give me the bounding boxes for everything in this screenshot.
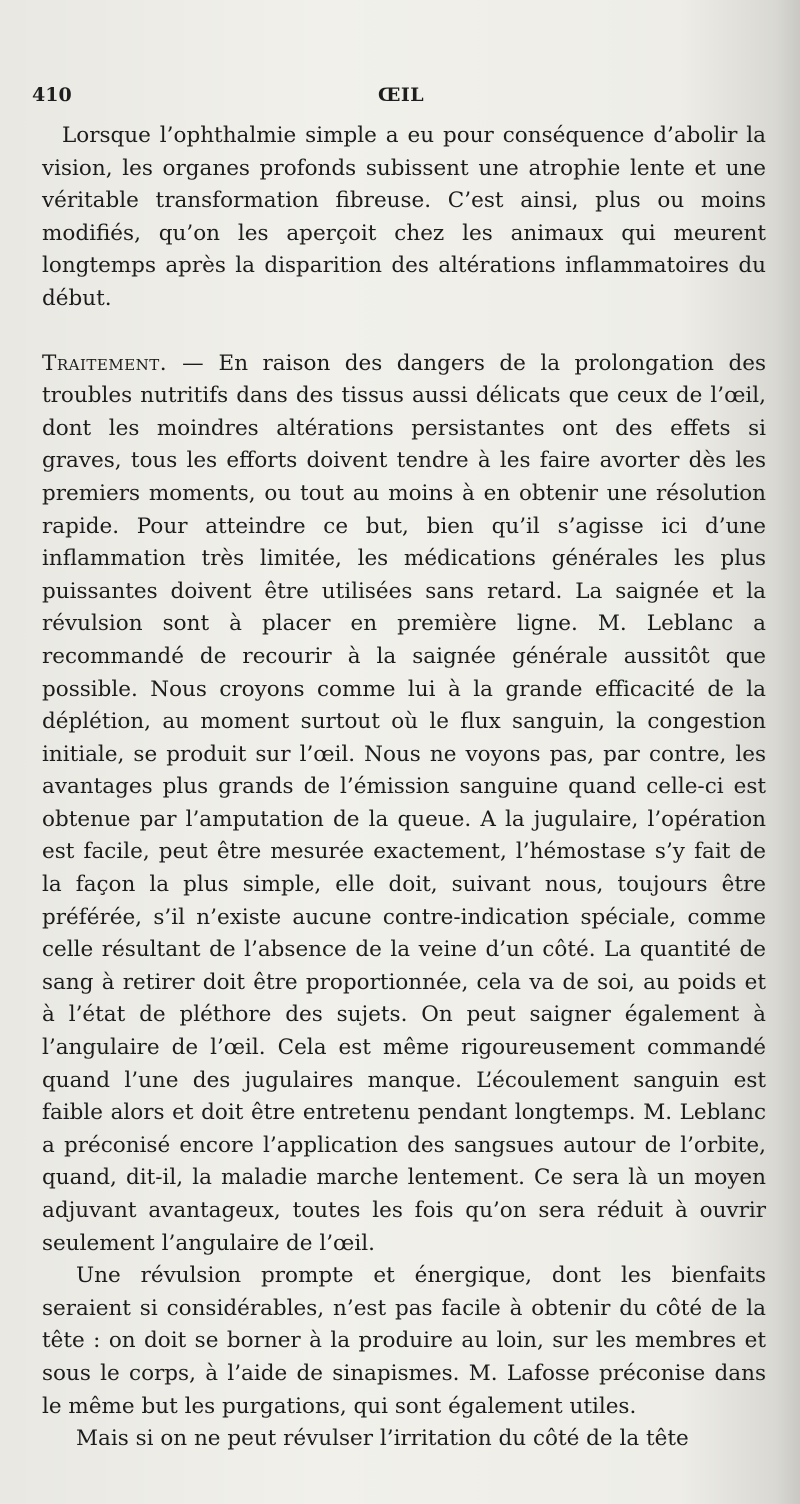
paragraph-continuation: [42, 1423, 766, 1456]
body-text: [42, 120, 766, 1456]
paragraph-revulsion: [42, 1260, 766, 1423]
page-header: [32, 84, 772, 114]
running-head: ŒIL: [378, 84, 425, 106]
paragraph-traitement: [42, 348, 766, 1261]
page-number: 410: [32, 84, 72, 106]
paragraph-text: En raison des dangers de la prolongation des troubles nutritifs dans des tissus aussi délicats que ceux de l’œil, dont les moindres altérations persistantes ont des effets si graves, tous les efforts doivent tendre à les faire avorter dès les premiers moments, ou tout au moins à en obtenir une résolution rapide. Pour atteindre ce but, bien qu’il s’agisse ici d’une inflammation très limitée, les médications générales les plus puissantes doivent être utilisées sans retard. La saignée et la révulsion sont à placer en première ligne. M. Leblanc a recommandé de recourir à la saignée générale aussitôt que possible. Nous croyons comme lui à la grande efficacité de la déplétion, au moment surtout où le flux sanguin, la congestion initiale, se produit sur l’œil. Nous ne voyons pas, par contre, les avantages plus grands de l’émission sanguine quand celle-ci est obtenue par l’amputation de la queue. A la jugulaire, l’opération est facile, peut être mesurée exactement, l’hémostase s’y fait de la façon la plus simple, elle doit, suivant nous, toujours être préférée, s’il n’existe aucune contre-indication spéciale, comme celle résultant de l’absence de la veine d’un côté. La quantité de sang à retirer doit être proportionnée, cela va de soi, au poids et à l’état de pléthore des sujets. On peut saigner également à l’angulaire de l’œil. Cela est même rigoureusement commandé quand l’une des jugulaires manque. L’écoulement sanguin est faible alors et doit être entretenu pendant longtemps. M. Leblanc a préconisé encore l’application des sangsues autour de l’orbite, quand, dit-il, la maladie marche lentement. Ce sera là un moyen adjuvant avantageux, toutes les fois qu’on sera réduit à ouvrir seulement l’angulaire de l’œil.: [42, 350, 766, 1256]
paragraph-ophthalmie: [42, 120, 766, 316]
paragraph-text: Mais si on ne peut révulser l’irritation du côté de la tête: [76, 1426, 689, 1452]
paragraph-text: Lorsque l’ophthalmie simple a eu pour conséquence d’abolir la vision, les organes profonds subissent une atrophie lente et une véritable transformation fibreuse. C’est ainsi, plus ou moins modifiés, qu’on les aperçoit chez les animaux qui meurent longtemps après la disparition des altérations inflammatoires du début.: [42, 123, 766, 311]
paragraph-text: Une révulsion prompte et énergique, dont les bienfaits seraient si considérables, n’est pas facile à obtenir du côté de la tête : on doit se borner à la produire au loin, sur les membres et sous le corps, à l’aide de sinapismes. M. Lafosse préconise dans le même but les purgations, qui sont également utiles.: [42, 1263, 766, 1419]
section-heading-traitement: Traitement. —: [42, 350, 205, 376]
